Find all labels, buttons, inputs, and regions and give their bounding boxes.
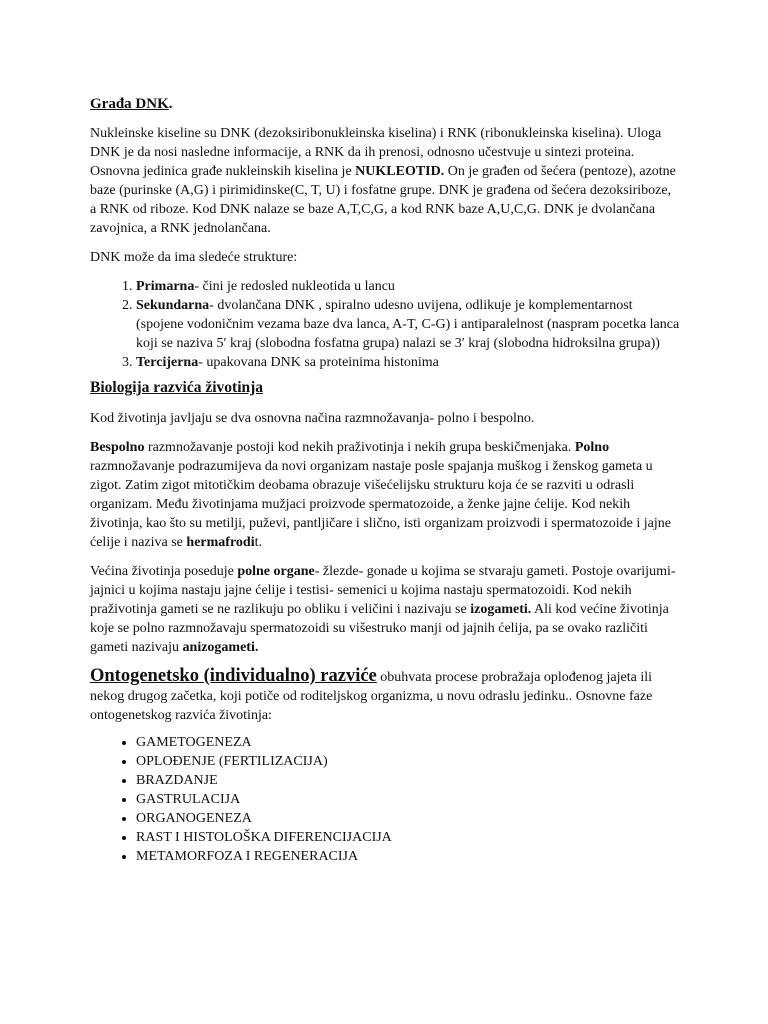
paragraph-asexual-sexual: Bespolno razmnožavanje postoji kod nekih praživotinja i nekih grupa beskičmenjaka. Polno razmnožavanje podrazumijeva da novi organizam nastaje posle spajanja muškog i ženskog gameta u zigot. Zatim zigot mitotičkim deobama obrazuje višećelijsku strukturu koja će se razviti u odrasli organizam. Među životinjama mužjaci proizvode spermatozoide, a ženke jajne ćelije. Kod nekih životinja, kao što su metilji, puževi, pantljičare i slično, isti organizam proizvodi i spermatozoide i jajne ćelije i naziva se hermafrodit. xyxy=(90,440,671,550)
paragraph-structures-intro: DNK može da ima sledeće strukture: xyxy=(90,250,298,265)
heading-animal-development: Biologija razvića životinja xyxy=(90,379,264,396)
phases-list xyxy=(90,733,680,866)
list-item: • BRAZDANJE xyxy=(136,771,680,790)
heading-dna-structure: Građa DNK. xyxy=(90,96,173,112)
paragraph-gametes: Većina životinja poseduje polne organe- žlezde- gonade u kojima se stvaraju gameti. Postoje ovarijumi- jajnici u kojima nastaju jajne ćelije i testisi- semenici u kojima nastaju spermatozoidi. Kod nekih praživotinja gameti se ne razlikuju po obliku i veličini i nazivaju se izogameti. Ali kod većine životinja koje se polno razmnožavaju spermatozoidi su višestruko manji od jajnih ćelija, pa se ovako različiti gameti nazivaju anizogameti. xyxy=(90,564,676,655)
list-item: 2. Sekundarna- dvolančana DNK , spiralno udesno uvijena, odlikuje je komplementarnost (spojene vodoničnim vezama baze dva lanca, A-T, C-G) i antiparalelnost (naspram pocetka lanca koji se naziva 5′ kraj (slobodna fosfatna grupa) nalazi se 3′ kraj (slobodna hidroksilna grupa)) xyxy=(136,296,680,353)
list-item: 3. Tercijerna- upakovana DNK sa proteinima histonima xyxy=(136,353,680,372)
list-item: 1. Primarna- čini je redosled nukleotida u lancu xyxy=(136,277,680,296)
list-item: • ORGANOGENEZA xyxy=(136,809,680,828)
paragraph-nucleic-acids: Nukleinske kiseline su DNK (dezoksiribonukleinska kiselina) i RNK (ribonukleinska kiselina). Uloga DNK je da nosi nasledne informacije, a RNK da ih prenosi, odnosno učestvuje u sintezi proteina. Osnovna jedinica građe nukleinskih kiselina je NUKLEOTID. On je građen od šećera (pentoze), azotne baze (purinske (A,G) i pirimidinske(C, T, U) i fosfatne grupe. DNK je građena od šećera dezoksiriboze, a RNK od riboze. Kod DNK nalaze se baze A,T,C,G, a kod RNK baze A,U,C,G. DNK je dvolančana zavojnica, a RNK jednolančana. xyxy=(90,126,676,236)
list-item: • METAMORFOZA I REGENERACIJA xyxy=(136,847,680,866)
list-item: • GAMETOGENEZA xyxy=(136,733,680,752)
list-item: • GASTRULACIJA xyxy=(136,790,680,809)
paragraph-ontogenesis: Ontogenetsko (individualno) razviće obuhvata procese probražaja oplođenog jajeta ili nekog drugog začetka, koji potiče od roditeljskog organizma, u novu odraslu jedinku.. Osnovne faze ontogenetskog razvića životinja: xyxy=(90,666,653,723)
paragraph-reproduction-types: Kod životinja javljaju se dva osnovna načina razmnožavanja- polno i bespolno. xyxy=(90,411,535,426)
list-item: • RAST I HISTOLOŠKA DIFERENCIJACIJA xyxy=(136,828,680,847)
structures-list xyxy=(90,277,680,372)
list-item: • OPLOĐENJE (FERTILIZACIJA) xyxy=(136,752,680,771)
document-content xyxy=(90,94,680,867)
